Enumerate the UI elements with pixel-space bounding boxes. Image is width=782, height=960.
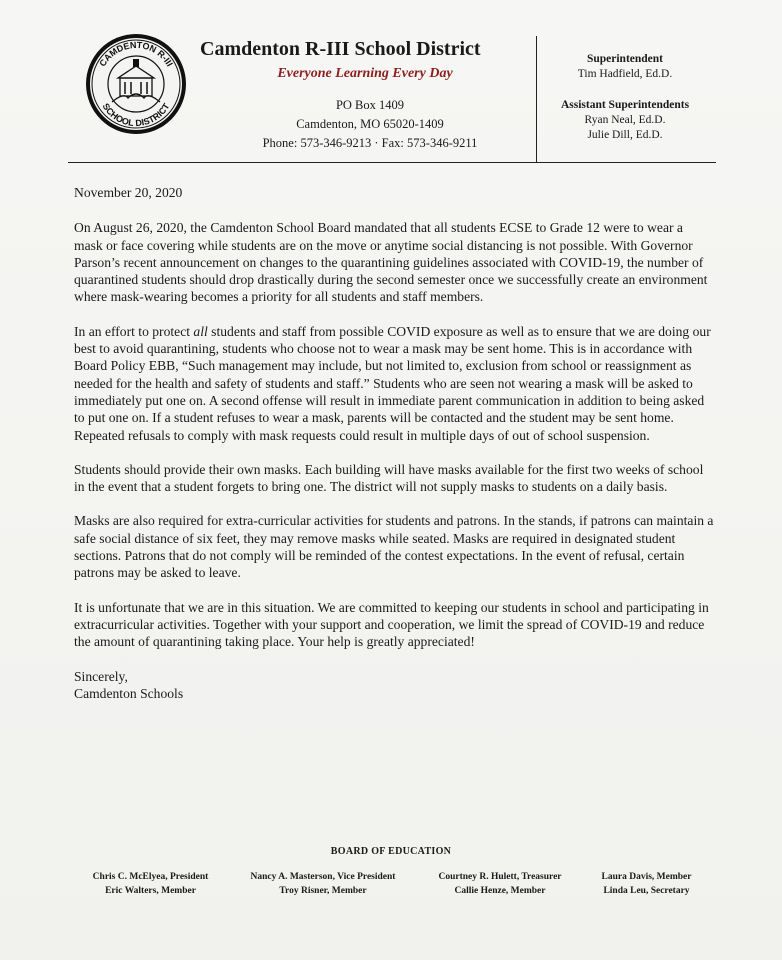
board-member: Courtney R. Hulett, Treasurer — [438, 872, 562, 882]
signature: Camdenton Schools — [74, 685, 184, 701]
district-seal-logo — [84, 32, 188, 136]
letter-body — [74, 184, 714, 702]
closing-salutation: Sincerely, — [74, 668, 128, 684]
phone-fax-line: Phone: 573-346-9213 · Fax: 573-346-9211 — [262, 136, 478, 150]
board-column — [78, 870, 223, 898]
board-member: Callie Henze, Member — [454, 886, 546, 896]
header-horizontal-divider — [68, 162, 716, 163]
district-name: Camdenton R-III School District — [200, 38, 481, 60]
board-member: Chris C. McElyea, President — [92, 872, 209, 882]
board-title: BOARD OF EDUCATION — [330, 846, 452, 857]
board-member: Linda Leu, Secretary — [603, 886, 690, 896]
assistant-superintendent-name: Ryan Neal, Ed.D. — [584, 114, 666, 126]
superintendent-role: Superintendent — [586, 53, 664, 65]
paragraph-policy: In an effort to protect all students and staff from possible COVID exposure as well as to ensure that we are doing our best to avoid quarantining, students who choose not to wear a mask may be sent home. This is in accordance with Board Policy EBB, “Such management may include, but not limited to, exclusion from school or reassignment as needed for the health and safety of students and staff.” Students who are seen not wearing a mask will be asked to immediately put one on. A second offense will result in immediate parent communication in addition to being asked to put one on. If a student refuses to wear a mask, parents will be contacted and the student may be sent home. Repeated refusals to comply with mask requests could result in multiple days of out of school suspension. — [74, 323, 711, 443]
board-member: Eric Walters, Member — [105, 886, 196, 896]
district-motto: Everyone Learning Every Day — [277, 66, 453, 81]
board-column — [584, 870, 709, 898]
board-column — [234, 870, 412, 898]
letter-date: November 20, 2020 — [74, 185, 183, 200]
paragraph-masks-supply: Students should provide their own masks. Each building will have masks available for the first two weeks of school in the event that a student forgets to bring one. The district will not supply masks to students on a daily basis. — [74, 461, 704, 495]
board-member: Laura Davis, Member — [601, 872, 692, 882]
emphasis-all: all — [193, 323, 208, 339]
paragraph-extracurricular: Masks are also required for extra-curricular activities for students and patrons. In the stands, if patrons can maintain a safe social distance of six feet, they may remove masks while seated. Masks are required in designated student sections. Patrons that do not comply will be reminded of the contest expectations. In the event of refusal, certain patrons may be asked to leave. — [74, 513, 714, 581]
header-vertical-divider — [536, 36, 537, 162]
board-column — [420, 870, 580, 898]
assistant-superintendents-role: Assistant Superintendents — [560, 99, 690, 111]
superintendent-name: Tim Hadfield, Ed.D. — [577, 68, 673, 80]
paragraph-closing: It is unfortunate that we are in this situation. We are committed to keeping our students in school and participating in extracurricular activities. Together with your support and cooperation, we limit the spread of COVID-19 and reduce the amount of quarantining taking place. Your help is greatly appreciated! — [74, 599, 709, 650]
assistant-superintendent-name: Julie Dill, Ed.D. — [587, 129, 663, 141]
svg-text:CAMDENTON R-III: CAMDENTON R-III — [97, 39, 175, 69]
board-member: Nancy A. Masterson, Vice President — [250, 872, 396, 882]
address-line: Camdenton, MO 65020-1409 — [296, 117, 444, 131]
board-member: Troy Risner, Member — [279, 886, 367, 896]
administration-block — [540, 52, 710, 143]
address-line: PO Box 1409 — [335, 98, 405, 112]
district-address — [225, 96, 515, 153]
paragraph-mandate: On August 26, 2020, the Camdenton School Board mandated that all students ECSE to Grade 12 were to wear a mask or face covering while students are on the move or anytime social distancing is not possible. With Governor Parson’s recent announcement on changes to the quarantining guidelines associated with COVID-19, the number of quarantined students should drop drastically during the second semester once we successfully create an environment where mask-wearing becomes a priority for all students and staff members. — [74, 220, 708, 305]
svg-text:SCHOOL DISTRICT: SCHOOL DISTRICT — [100, 101, 172, 129]
